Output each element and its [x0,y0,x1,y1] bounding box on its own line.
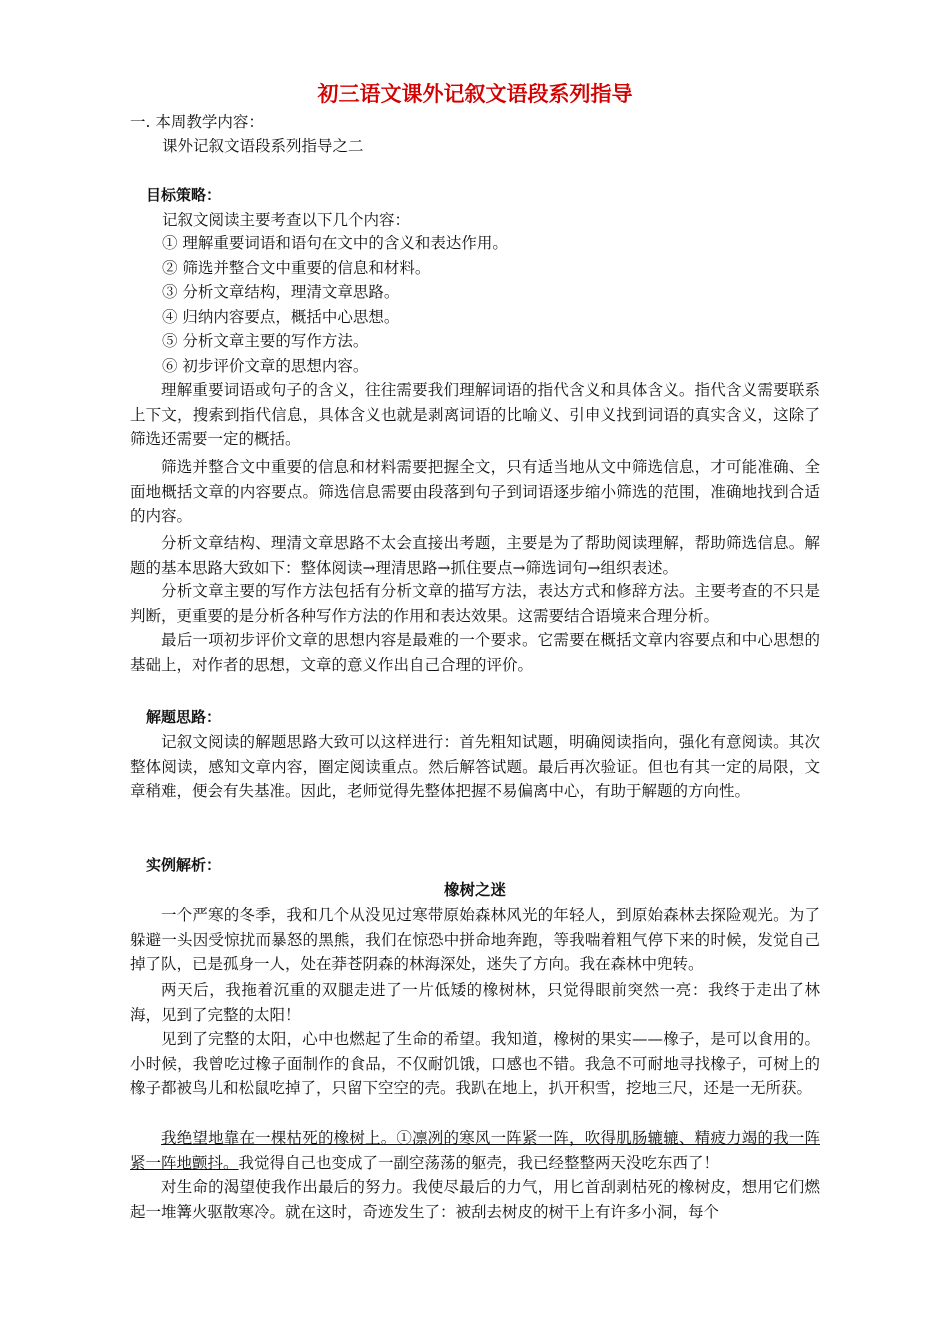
goals-list-item: ② 筛选并整合文中重要的信息和材料。 [162,258,431,277]
goals-heading: 目标策略： [146,186,222,204]
page-title: 初三语文课外记叙文语段系列指导 [317,82,633,106]
goals-list-item: ⑤ 分析文章主要的写作方法。 [162,332,369,350]
story-paragraph: 对生命的渴望使我作出最后的努力。我使尽最后的力气，用匕首刮剥枯死的橡树皮，想用它们燃起一堆篝火驱散寒冷。就在这时，奇迹发生了：被刮去树皮的树干上有许多小洞，每个 [130,1178,820,1221]
goals-list [162,231,508,378]
goals-list-item: ⑥ 初步评价文章的思想内容。 [162,356,369,375]
goals-intro: 记叙文阅读主要考查以下几个内容： [162,211,411,229]
story-paragraph: 一个严寒的冬季，我和几个从没见过寒带原始森林风光的年轻人，到原始森林去探险观光。为了躲避一头因受惊扰而暴怒的黑熊，我们在惊恐中拼命地奔跑，等我喘着粗气停下来的时候，发觉自己掉了队，已是孤身一人，处在莽苍阴森的林海深处，迷失了方向。我在森林中兜转。 [130,906,820,973]
section-1-label: 一. 本周教学内容： [130,113,264,131]
section-1-content: 课外记叙文语段系列指导之二 [162,137,364,155]
story-paragraph: 两天后，我拖着沉重的双腿走进了一片低矮的橡树林，只觉得眼前突然一亮：我终于走出了林海，见到了完整的太阳！ [130,981,820,1024]
goals-paragraph: 最后一项初步评价文章的思想内容是最难的一个要求。它需要在概括文章内容要点和中心思想的基础上，对作者的思想，文章的意义作出自己合理的评价。 [130,631,820,674]
goals-list-item: ④ 归纳内容要点，概括中心思想。 [162,307,400,326]
story-paragraph: 见到了完整的太阳，心中也燃起了生命的希望。我知道，橡树的果实——橡子，是可以食用的。小时候，我曾吃过橡子面制作的食品，不仅耐饥饿，口感也不错。我急不可耐地寻找橡子，可树上的橡子都被鸟儿和松鼠吃掉了，只留下空空的壳。我趴在地上，扒开积雪，挖地三尺，还是一无所获。 [130,1030,820,1097]
goals-list-item: ① 理解重要词语和语句在文中的含义和表达作用。 [162,234,508,252]
story-title: 橡树之迷 [443,881,506,899]
example-heading: 实例解析： [146,856,222,874]
goals-paragraph: 理解重要词语或句子的含义，往往需要我们理解词语的指代含义和具体含义。指代含义需要联系上下文，搜索到指代信息，具体含义也就是剥离词语的比喻义、引申义找到词语的真实含义，这除了筛选还需要一定的概括。 [130,381,820,448]
goals-list-item: ③ 分析文章结构，理清文章思路。 [162,283,400,301]
goals-paragraph: 筛选并整合文中重要的信息和材料需要把握全文，只有适当地从文中筛选信息，才可能准确、全面地概括文章的内容要点。筛选信息需要由段落到句子到词语逐步缩小筛选的范围，准确地找到合适的内容。 [130,458,820,525]
story-paragraph-rest: 我觉得自己也变成了一副空荡荡的躯壳，我已经整整两天没吃东西了！ [238,1153,720,1172]
approach-paragraph: 记叙文阅读的解题思路大致可以这样进行：首先粗知试题，明确阅读指向，强化有意阅读。其次整体阅读，感知文章内容，圈定阅读重点。然后解答试题。最后再次验证。但也有其一定的局限，文章稍难，便会有失基准。因此，老师觉得先整体把握不易偏离中心，有助于解题的方向性。 [130,733,820,800]
underlined-sentence: 我绝望地靠在一棵枯死的橡树上。①凛冽的寒风一阵紧一阵，吹得肌肠辘辘、精疲力竭的我一阵紧一阵地颤抖。 [130,1129,820,1172]
story-paragraph [130,1126,820,1175]
approach-heading: 解题思路： [146,708,222,726]
goals-paragraph: 分析文章结构、理清文章思路不太会直接出考题，主要是为了帮助阅读理解，帮助筛选信息。解题的基本思路大致如下：整体阅读→理清思路→抓住要点→筛选词句→组织表述。 [130,534,820,577]
goals-paragraph: 分析文章主要的写作方法包括有分析文章的描写方法，表达方式和修辞方法。主要考查的不只是判断，更重要的是分析各种写作方法的作用和表达效果。这需要结合语境来合理分析。 [130,582,820,625]
